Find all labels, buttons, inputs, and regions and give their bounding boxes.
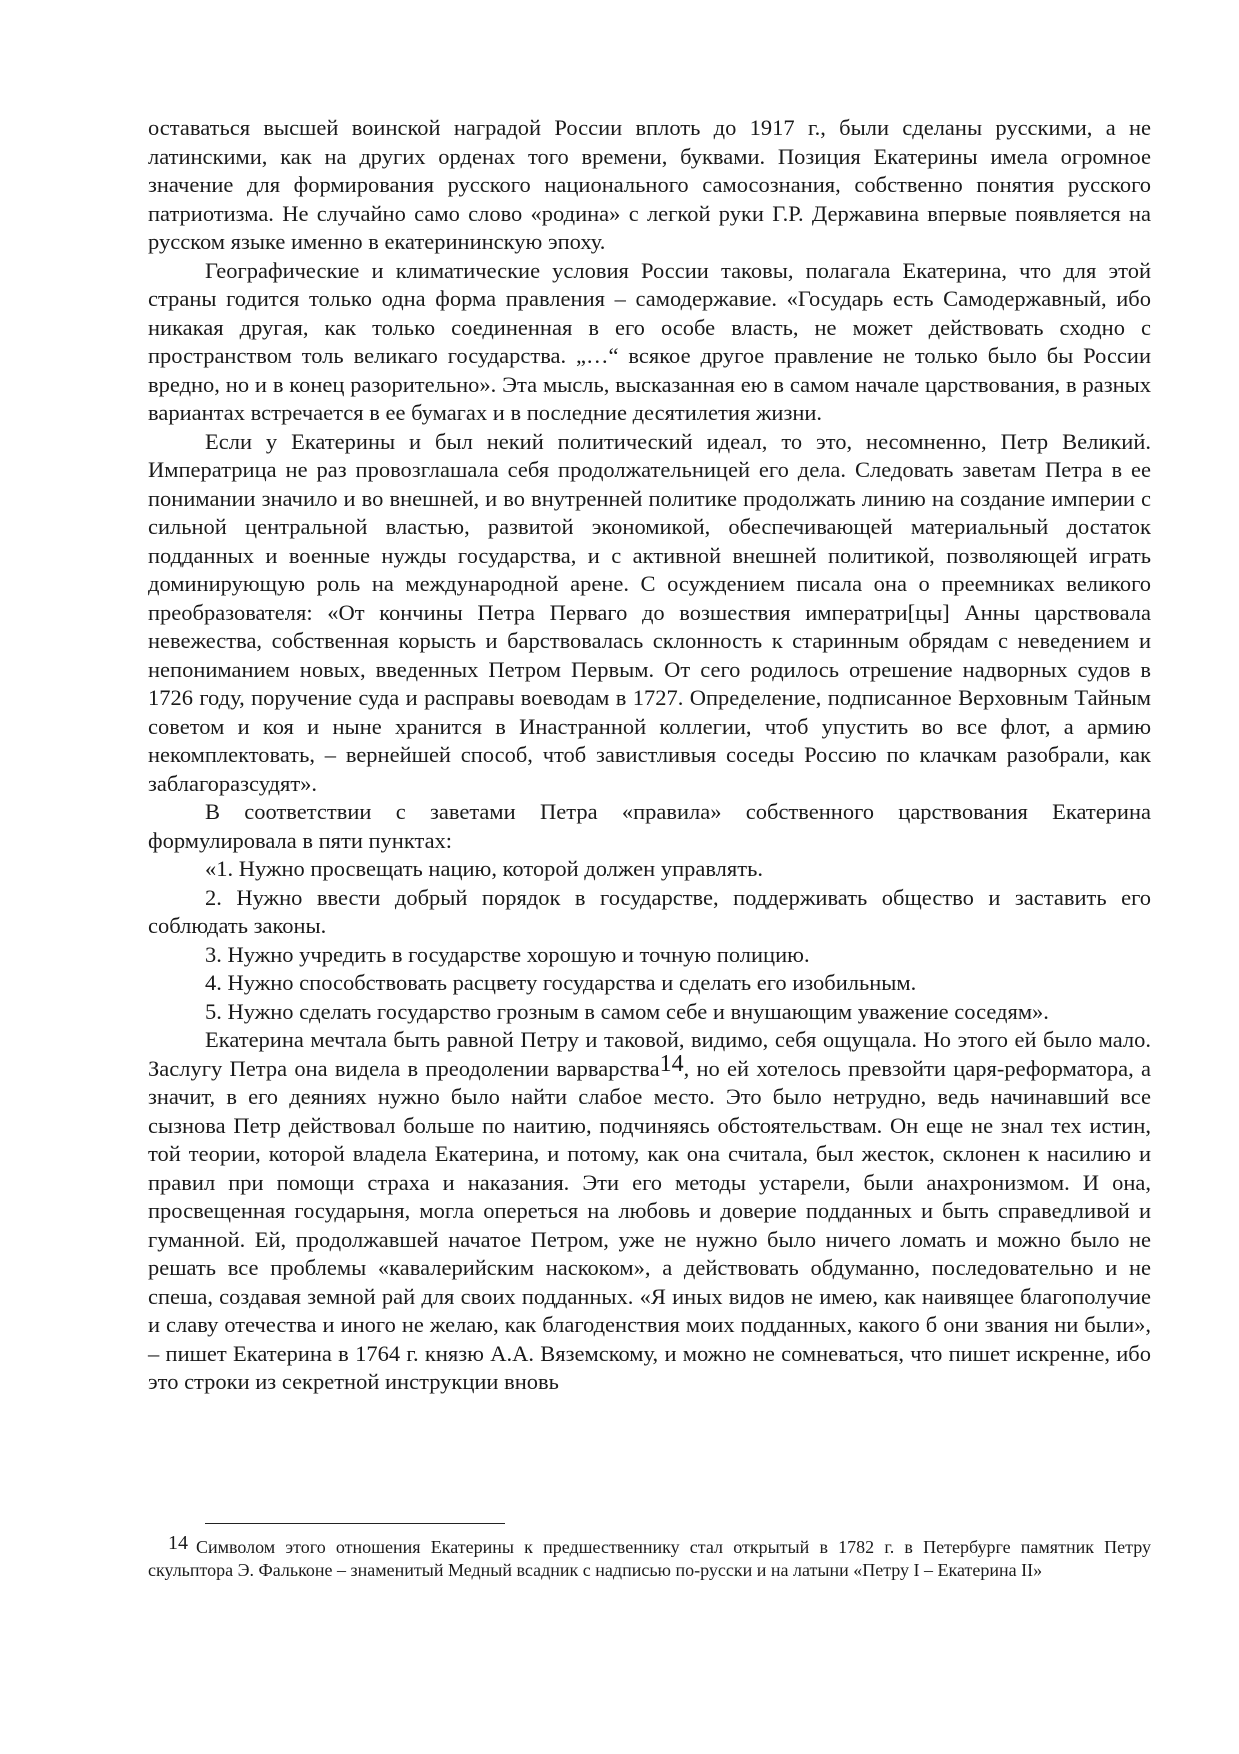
paragraph: Если у Екатерины и был некий политический идеал, то это, несомненно, Петр Великий. Императрица не раз провозглашала себя продолжательницей его дела. Следовать заветам Петра в ее понимании значило и во внешней, и во внутренней политике продолжать линию на создание империи с сильной центральной властью, развитой экономикой, обеспечивающей материальный достаток подданных и военные нужды государства, и с активной внешней политикой, позволяющей играть доминирующую роль на международной арене. С осуждением писала она о преемниках великого преобразователя: «От кончины Петра Перваго до возшествия императри[цы] Анны царствовала невежества, собственная корысть и барствовалась склонность к старинным обрядам с неведением и непониманием новых, введенных Петром Первым. От сего родилось отрешение надворных судов в 1726 году, поручение суда и расправы воеводам в 1727. Определение, подписанное Верховным Тайным советом и коя и ныне хранится в Инастранной коллегии, чтоб упустить во все флот, а армию некомплектовать, – вернейшей способ, чтоб завистливыя соседы Россию по клачкам разобрали, как заблагоразсудят».: [148, 428, 1151, 796]
footnote: [148, 1532, 1151, 1582]
paragraph: [148, 1026, 1151, 1397]
paragraph: В соответствии с заветами Петра «правила» собственного царствования Екатерина формулировала в пяти пунктах:: [148, 799, 1151, 853]
page-body: [148, 114, 1151, 1397]
footnote-divider: [205, 1523, 505, 1524]
footnote-text: Символом этого отношения Екатерины к предшественнику стал открытый в 1782 г. в Петербурге памятник Петру скульптора Э. Фальконе – знаменитый Медный всадник с надписью по-русски и на латыни «Петру I – Екатерина II»: [148, 1537, 1151, 1580]
list-item: 2. Нужно ввести добрый порядок в государстве, поддерживать общество и заставить его соблюдать законы.: [148, 884, 1151, 938]
footnote-number: 14: [168, 1532, 188, 1554]
paragraph-text: Екатерина мечтала быть равной Петру и таковой, видимо, себя ощущала. Но этого ей было мало. Заслугу Петра она видела в преодолении варварства: [148, 1027, 1151, 1081]
list-item: 4. Нужно способствовать расцвету государства и сделать его изобильным.: [205, 970, 917, 995]
paragraph-text: , но ей хотелось превзойти царя-реформатора, а значит, в его деяниях нужно было найти слабое место. Это было нетрудно, ведь начинавший все сызнова Петр действовал больше по наитию, подчиняясь обстоятельствам. Он еще не знал тех истин, той теории, которой владела Екатерина, и потому, как она считала, был жесток, склонен к насилию и правил при помощи страха и наказания. Эти его методы устарели, были анахронизмом. И она, просвещенная государыня, могла опереться на любовь и доверие подданных и быть справедливой и гуманной. Ей, продолжавшей начатое Петром, уже не нужно было ничего ломать и можно было не решать все проблемы «кавалерийским наскоком», а действовать обдуманно, последовательно и не спеша, создавая земной рай для своих подданных. «Я иных видов не имею, как наивящее благополучие и славу отечества и иного не желаю, как благоденствия моих подданных, какого б они звания ни были», – пишет Екатерина в 1764 г. князю А.А. Вяземскому, и можно не сомневаться, что пишет искренне, ибо это строки из секретной инструкции вновь: [148, 1055, 1151, 1394]
list-item: 5. Нужно сделать государство грозным в самом себе и внушающим уважение соседям».: [205, 998, 1049, 1024]
paragraph: оставаться высшей воинской наградой России вплоть до 1917 г., были сделаны русскими, а не латинскими, как на других орденах того времени, буквами. Позиция Екатерины имела огромное значение для формирования русского национального самосознания, собственно понятия русского патриотизма. Не случайно само слово «родина» с легкой руки Г.Р. Державина впервые появляется на русском языке именно в екатерининскую эпоху.: [148, 115, 1151, 254]
list-item: «1. Нужно просвещать нацию, которой должен управлять.: [205, 856, 763, 881]
footnote-reference[interactable]: 14: [659, 1050, 684, 1077]
list-item: 3. Нужно учредить в государстве хорошую и точную полицию.: [205, 941, 810, 967]
paragraph: Географические и климатические условия России таковы, полагала Екатерина, что для этой страны годится только одна форма правления – самодержавие. «Государь есть Самодержавный, ибо никакая другая, как только соединенная в его особе власть, не может действовать сходно с пространством толь великаго государства. „…“ всякое другое правление не только было бы России вредно, но и в конец разорительно». Эта мысль, высказанная ею в самом начале царствования, в разных вариантах встречается в ее бумагах и в последние десятилетия жизни.: [148, 257, 1151, 425]
